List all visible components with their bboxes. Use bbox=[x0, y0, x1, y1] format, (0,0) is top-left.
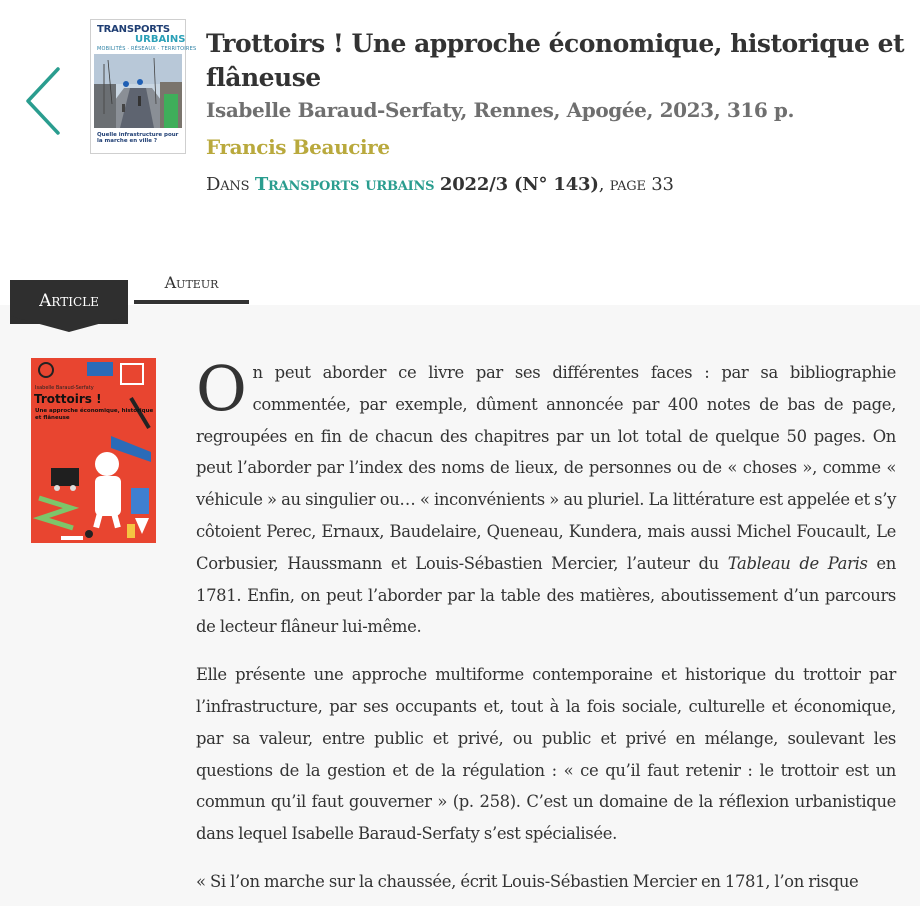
paragraph-1-text-a: n peut aborder ce livre par ses différentes faces : par sa bibliographie commentée, par exemple, dûment annoncée par 400 notes de bas de page, regroupées en fin de chacun des chapitres par un lot total de quelque 50 pages. On peut l’aborder par l’index des noms de lieux, de personnes ou de « choses », comme « véhicule » au singulier ou… « inconvénients » au pluriel. La littérature est appelée et s’y côtoient Perec, Ernaux, Baudelaire, Queneau, Kundera, mais aussi Michel Foucault, Le Corbusier, Haussmann et Louis-Sébastien Mercier, l’auteur du bbox=[196, 363, 896, 573]
drop-cap: O bbox=[196, 352, 247, 425]
journal-cover-title2: URBAINS bbox=[135, 34, 186, 45]
paragraph-1 bbox=[196, 352, 896, 643]
book-cover-image[interactable] bbox=[31, 358, 156, 543]
book-reference: Isabelle Baraud-Serfaty, Rennes, Apogée, 2023, 316 p. bbox=[206, 98, 795, 122]
paragraph-2: Elle présente une approche multiforme contemporaine et historique du trottoir par l’infrastructure, par ses occupants et, tout à la fois sociale, culturelle et économique, par sa valeur, entre public et privé, ou public et privé en mélange, soulevant les questions de la gestion et de la régulation : « ce qu’il faut retenir : le trottoir est un commun qu’il faut gouverner » (p. 258). C’est un domaine de la réflexion urbanistique dans lequel Isabelle Baraud-Serfaty s’est spécialisée. bbox=[196, 665, 896, 844]
journal-cover-caption: Quelle infrastructure pour la marche en ville ? bbox=[97, 132, 179, 144]
article-content bbox=[0, 305, 920, 906]
book-cover-title: Trottoirs ! bbox=[34, 392, 102, 406]
book-cover-author: Isabelle Baraud-Serfaty bbox=[35, 385, 94, 391]
book-cover-subtitle: Une approche économique, historique et flâneuse bbox=[35, 408, 154, 421]
author-link[interactable]: Francis Beaucire bbox=[206, 135, 390, 159]
paragraph-1-italic: Tableau de Paris bbox=[727, 553, 868, 573]
source-line bbox=[206, 174, 674, 195]
tab-article[interactable]: Article bbox=[10, 280, 128, 324]
tab-auteur[interactable]: Auteur bbox=[134, 270, 249, 304]
journal-cover-title: TRANSPORTS bbox=[97, 24, 170, 35]
back-arrow-icon[interactable] bbox=[22, 66, 66, 136]
tab-bar bbox=[0, 260, 920, 311]
paragraph-1-text-b: en 1781. Enfin, on peut l’aborder par la table des matières, aboutissement d’un parcours de lecteur flâneur lui-même. bbox=[196, 553, 896, 637]
paragraph-3: « Si l’on marche sur la chaussée, écrit Louis-Sébastien Mercier en 1781, l’on risque bbox=[196, 871, 859, 891]
journal-cover-subtitle: MOBILITÉS · RÉSEAUX · TERRITOIRES bbox=[97, 46, 197, 52]
street-photo-image bbox=[94, 54, 182, 128]
page-number: , page 33 bbox=[598, 174, 674, 195]
source-prefix: Dans bbox=[206, 174, 250, 195]
journal-cover-image[interactable] bbox=[90, 19, 197, 154]
article-body bbox=[196, 352, 896, 914]
article-title: Trottoirs ! Une approche économique, historique et flâneuse bbox=[206, 29, 905, 92]
journal-link[interactable]: Transports urbains bbox=[254, 174, 435, 195]
article-header bbox=[0, 0, 920, 260]
issue-number: 2022/3 (N° 143) bbox=[439, 174, 599, 195]
active-tab-pointer bbox=[10, 316, 128, 332]
